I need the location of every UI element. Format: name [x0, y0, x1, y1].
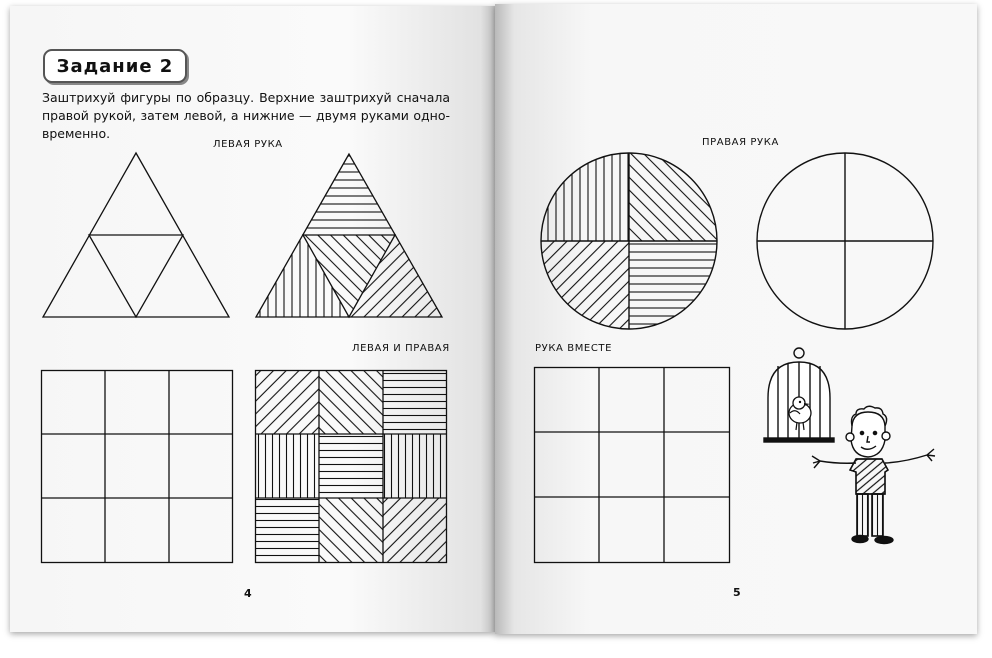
page-number-right: 5: [733, 586, 741, 599]
label-left-hand: ЛЕВАЯ РУКА: [213, 139, 283, 150]
label-left-and-right: ЛЕВАЯ И ПРАВАЯ: [352, 343, 450, 354]
page-number-left: 4: [244, 587, 252, 600]
task-title-badge: Задание 2: [43, 49, 187, 83]
instruction-text: Заштрихуй фигуры по образцу. Верхние заштрихуй сначала правой рукой, затем левой, а нижние — двумя руками одно-временно.: [42, 90, 450, 141]
label-hands-together: РУКА ВМЕСТЕ: [535, 343, 613, 354]
label-right-hand: ПРАВАЯ РУКА: [702, 137, 779, 148]
